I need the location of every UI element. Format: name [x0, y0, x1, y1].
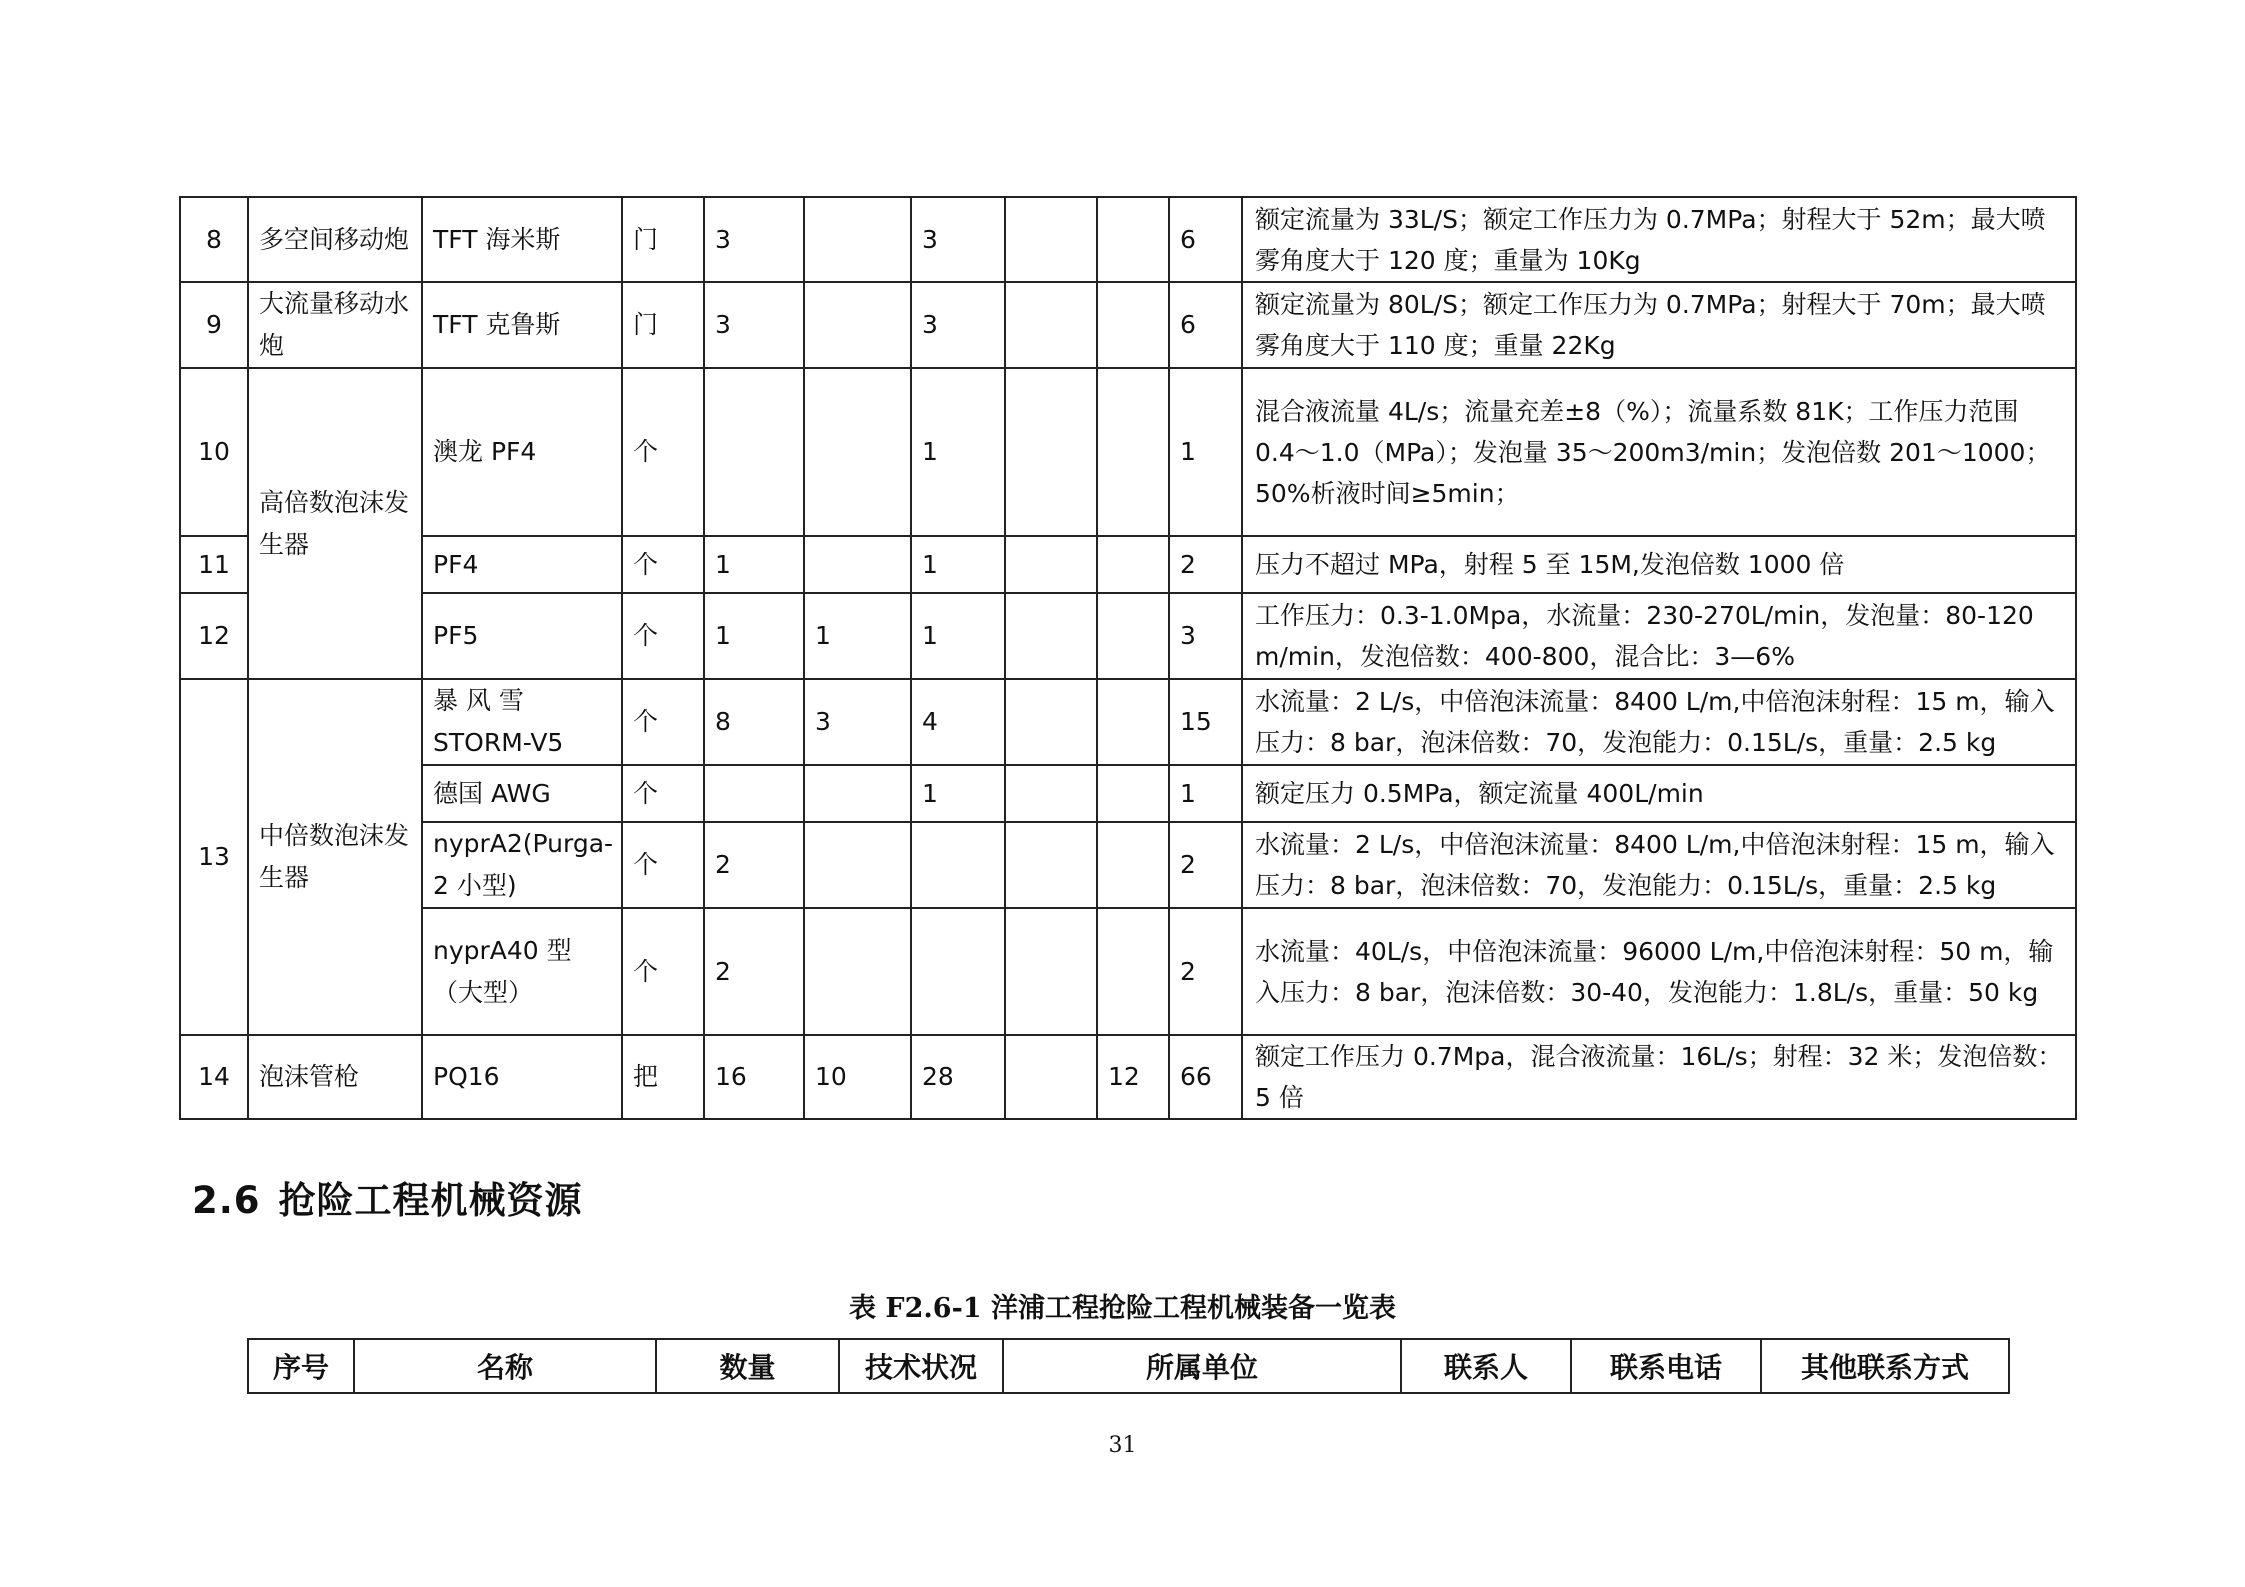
name-cell: 大流量移动水炮 [248, 282, 422, 368]
section-heading [192, 1170, 601, 1224]
table-header-row [248, 1339, 2009, 1393]
count-cell [804, 197, 911, 282]
table-row [180, 765, 2076, 822]
count-cell: 12 [1097, 1035, 1169, 1119]
section-title: 抢险工程机械资源 [278, 1179, 583, 1222]
name-cell: 多空间移动炮 [248, 197, 422, 282]
total-cell: 2 [1169, 536, 1242, 593]
count-cell [1005, 1035, 1097, 1119]
unit-cell: 个 [622, 822, 704, 908]
model-cell: PF4 [422, 536, 622, 593]
name-cell: 泡沫管枪 [248, 1035, 422, 1119]
count-cell [804, 822, 911, 908]
count-cell [1097, 368, 1169, 536]
unit-cell: 个 [622, 593, 704, 679]
count-cell [1097, 765, 1169, 822]
description-cell: 水流量：40L/s，中倍泡沫流量：96000 L/m,中倍泡沫射程：50 m，输入压力：8 bar，泡沫倍数：30-40，发泡能力：1.8L/s，重量：50 kg [1242, 908, 2076, 1035]
count-cell [1097, 822, 1169, 908]
count-cell: 1 [911, 536, 1005, 593]
count-cell [911, 908, 1005, 1035]
count-cell [1097, 679, 1169, 765]
description-cell: 水流量：2 L/s，中倍泡沫流量：8400 L/m,中倍泡沫射程：15 m，输入压力：8 bar，泡沫倍数：70，发泡能力：0.15L/s，重量：2.5 kg [1242, 822, 2076, 908]
table-row [180, 368, 2076, 536]
count-cell: 3 [704, 282, 804, 368]
count-cell [911, 822, 1005, 908]
count-cell [1097, 593, 1169, 679]
seq-cell: 8 [180, 197, 248, 282]
seq-cell: 9 [180, 282, 248, 368]
column-header: 序号 [248, 1339, 354, 1393]
total-cell: 15 [1169, 679, 1242, 765]
equipment-table [179, 196, 2077, 1120]
column-header: 技术状况 [839, 1339, 1003, 1393]
seq-cell: 12 [180, 593, 248, 679]
count-cell: 28 [911, 1035, 1005, 1119]
total-cell: 2 [1169, 822, 1242, 908]
count-cell [1097, 282, 1169, 368]
count-cell: 1 [911, 368, 1005, 536]
count-cell: 16 [704, 1035, 804, 1119]
table-row [180, 822, 2076, 908]
name-cell: 中倍数泡沫发生器 [248, 679, 422, 1035]
count-cell [804, 908, 911, 1035]
column-header: 名称 [354, 1339, 656, 1393]
count-cell [1005, 282, 1097, 368]
name-cell: 高倍数泡沫发生器 [248, 368, 422, 679]
description-cell: 工作压力：0.3-1.0Mpa，水流量：230-270L/min，发泡量：80-120 m/min，发泡倍数：400-800，混合比：3—6% [1242, 593, 2076, 679]
count-cell [1005, 593, 1097, 679]
count-cell [704, 368, 804, 536]
seq-cell: 11 [180, 536, 248, 593]
total-cell: 3 [1169, 593, 1242, 679]
column-header: 联系人 [1401, 1339, 1571, 1393]
seq-cell: 10 [180, 368, 248, 536]
unit-cell: 个 [622, 765, 704, 822]
model-cell: 澳龙 PF4 [422, 368, 622, 536]
table-row [180, 1035, 2076, 1119]
count-cell: 3 [911, 282, 1005, 368]
model-cell: nyprA2(Purga-2 小型) [422, 822, 622, 908]
table-row [180, 536, 2076, 593]
count-cell [1005, 679, 1097, 765]
count-cell [1097, 197, 1169, 282]
column-header: 所属单位 [1003, 1339, 1401, 1393]
total-cell: 1 [1169, 368, 1242, 536]
count-cell [1005, 765, 1097, 822]
description-cell: 水流量：2 L/s，中倍泡沫流量：8400 L/m,中倍泡沫射程：15 m，输入压力：8 bar，泡沫倍数：70，发泡能力：0.15L/s，重量：2.5 kg [1242, 679, 2076, 765]
unit-cell: 个 [622, 368, 704, 536]
description-cell: 混合液流量 4L/s；流量充差±8（%）；流量系数 81K；工作压力范围 0.4～1.0（MPa）；发泡量 35～200m3/min；发泡倍数 201～1000；50%析液时间≥5min； [1242, 368, 2076, 536]
count-cell: 8 [704, 679, 804, 765]
count-cell [1005, 908, 1097, 1035]
total-cell: 6 [1169, 197, 1242, 282]
model-cell: PQ16 [422, 1035, 622, 1119]
count-cell [1005, 368, 1097, 536]
count-cell: 4 [911, 679, 1005, 765]
count-cell [1097, 536, 1169, 593]
model-cell: TFT 克鲁斯 [422, 282, 622, 368]
model-cell: nyprA40 型（大型） [422, 908, 622, 1035]
count-cell: 1 [704, 593, 804, 679]
count-cell [1005, 822, 1097, 908]
description-cell: 额定流量为 80L/S；额定工作压力为 0.7MPa；射程大于 70m；最大喷雾角度大于 110 度；重量 22Kg [1242, 282, 2076, 368]
count-cell [804, 282, 911, 368]
total-cell: 2 [1169, 908, 1242, 1035]
column-header: 其他联系方式 [1761, 1339, 2009, 1393]
count-cell [1005, 536, 1097, 593]
table-row [180, 593, 2076, 679]
count-cell: 1 [911, 593, 1005, 679]
unit-cell: 门 [622, 282, 704, 368]
model-cell: PF5 [422, 593, 622, 679]
unit-cell: 把 [622, 1035, 704, 1119]
seq-cell: 14 [180, 1035, 248, 1119]
total-cell: 6 [1169, 282, 1242, 368]
column-header: 联系电话 [1571, 1339, 1761, 1393]
unit-cell: 个 [622, 908, 704, 1035]
unit-cell: 个 [622, 536, 704, 593]
count-cell: 2 [704, 908, 804, 1035]
count-cell [804, 368, 911, 536]
count-cell [1005, 197, 1097, 282]
table-caption: 表 F2.6-1 洋浦工程抢险工程机械装备一览表 [849, 1293, 1396, 1324]
description-cell: 额定流量为 33L/S；额定工作压力为 0.7MPa；射程大于 52m；最大喷雾角度大于 120 度；重量为 10Kg [1242, 197, 2076, 282]
column-header: 数量 [656, 1339, 839, 1393]
total-cell: 1 [1169, 765, 1242, 822]
count-cell [804, 765, 911, 822]
resource-table [247, 1338, 2010, 1394]
description-cell: 额定压力 0.5MPa，额定流量 400L/min [1242, 765, 2076, 822]
unit-cell: 个 [622, 679, 704, 765]
count-cell: 3 [911, 197, 1005, 282]
count-cell [1097, 908, 1169, 1035]
count-cell: 1 [804, 593, 911, 679]
model-cell: TFT 海米斯 [422, 197, 622, 282]
unit-cell: 门 [622, 197, 704, 282]
count-cell: 3 [804, 679, 911, 765]
count-cell: 1 [911, 765, 1005, 822]
count-cell: 2 [704, 822, 804, 908]
section-number: 2.6 [192, 1179, 261, 1222]
description-cell: 压力不超过 MPa，射程 5 至 15M,发泡倍数 1000 倍 [1242, 536, 2076, 593]
table-row [180, 908, 2076, 1035]
count-cell [804, 536, 911, 593]
table-row [180, 197, 2076, 282]
page-number: 31 [1108, 1433, 1137, 1458]
model-cell: 德国 AWG [422, 765, 622, 822]
description-cell: 额定工作压力 0.7Mpa，混合液流量：16L/s；射程：32 米；发泡倍数：5 倍 [1242, 1035, 2076, 1119]
total-cell: 66 [1169, 1035, 1242, 1119]
count-cell: 1 [704, 536, 804, 593]
count-cell [704, 765, 804, 822]
model-cell: 暴 风 雪 STORM-V5 [422, 679, 622, 765]
table-row [180, 679, 2076, 765]
table-row [180, 282, 2076, 368]
count-cell: 3 [704, 197, 804, 282]
count-cell: 10 [804, 1035, 911, 1119]
seq-cell: 13 [180, 679, 248, 1035]
